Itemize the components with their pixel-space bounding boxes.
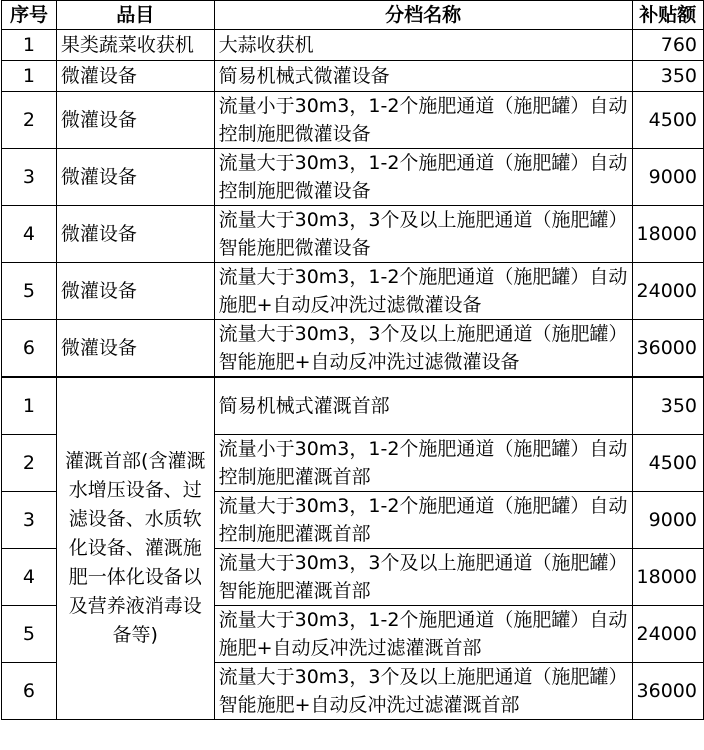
item-cell: 微灌设备 [56, 92, 214, 149]
table-row [2, 30, 704, 61]
amount-cell: 36000 [632, 663, 703, 720]
item-cell: 微灌设备 [56, 206, 214, 263]
seq-cell: 2 [2, 435, 57, 492]
seq-cell: 6 [2, 663, 57, 720]
amount-cell: 18000 [632, 549, 703, 606]
table-row [2, 206, 704, 263]
amount-cell: 760 [632, 30, 703, 61]
amount-cell: 18000 [632, 206, 703, 263]
subsidy-table [1, 0, 704, 720]
header-seq: 序号 [2, 1, 57, 30]
spec-cell: 流量大于30m3，3个及以上施肥通道（施肥罐）智能施肥灌溉首部 [214, 549, 632, 606]
spec-cell: 流量大于30m3，3个及以上施肥通道（施肥罐）智能施肥+自动反冲洗过滤灌溉首部 [214, 663, 632, 720]
spec-cell: 简易机械式微灌设备 [214, 61, 632, 92]
amount-cell: 350 [632, 377, 703, 435]
spec-cell: 大蒜收获机 [214, 30, 632, 61]
header-item: 品目 [56, 1, 214, 30]
seq-cell: 3 [2, 492, 57, 549]
seq-cell: 6 [2, 320, 57, 378]
spec-cell: 流量大于30m3，1-2个施肥通道（施肥罐）自动施肥+自动反冲洗过滤灌溉首部 [214, 606, 632, 663]
item-cell: 微灌设备 [56, 149, 214, 206]
item-cell: 微灌设备 [56, 263, 214, 320]
seq-cell: 3 [2, 149, 57, 206]
header-row [2, 1, 704, 30]
table-row [2, 320, 704, 378]
item-cell: 微灌设备 [56, 61, 214, 92]
amount-cell: 24000 [632, 606, 703, 663]
item-cell: 微灌设备 [56, 320, 214, 378]
merged-item-cell: 灌溉首部(含灌溉水增压设备、过滤设备、水质软化设备、灌溉施肥一体化设备以及营养液消毒设备等) [56, 377, 214, 720]
amount-cell: 36000 [632, 320, 703, 378]
seq-cell: 1 [2, 61, 57, 92]
amount-cell: 9000 [632, 492, 703, 549]
seq-cell: 4 [2, 549, 57, 606]
table-row [2, 92, 704, 149]
amount-cell: 4500 [632, 92, 703, 149]
spec-cell: 流量小于30m3，1-2个施肥通道（施肥罐）自动控制施肥灌溉首部 [214, 435, 632, 492]
table-row [2, 263, 704, 320]
seq-cell: 5 [2, 606, 57, 663]
spec-cell: 流量小于30m3，1-2个施肥通道（施肥罐）自动控制施肥微灌设备 [214, 92, 632, 149]
seq-cell: 1 [2, 30, 57, 61]
spec-cell: 流量大于30m3，3个及以上施肥通道（施肥罐）智能施肥微灌设备 [214, 206, 632, 263]
seq-cell: 4 [2, 206, 57, 263]
amount-cell: 350 [632, 61, 703, 92]
header-spec: 分档名称 [214, 1, 632, 30]
table-row [2, 149, 704, 206]
seq-cell: 5 [2, 263, 57, 320]
table-row [2, 377, 704, 435]
spec-cell: 流量大于30m3，1-2个施肥通道（施肥罐）自动控制施肥灌溉首部 [214, 492, 632, 549]
spec-cell: 流量大于30m3，1-2个施肥通道（施肥罐）自动控制施肥微灌设备 [214, 149, 632, 206]
spec-cell: 流量大于30m3，3个及以上施肥通道（施肥罐）智能施肥+自动反冲洗过滤微灌设备 [214, 320, 632, 378]
amount-cell: 9000 [632, 149, 703, 206]
amount-cell: 4500 [632, 435, 703, 492]
spec-cell: 简易机械式灌溉首部 [214, 377, 632, 435]
item-cell: 果类蔬菜收获机 [56, 30, 214, 61]
seq-cell: 2 [2, 92, 57, 149]
amount-cell: 24000 [632, 263, 703, 320]
table-row [2, 61, 704, 92]
spec-cell: 流量大于30m3，1-2个施肥通道（施肥罐）自动施肥+自动反冲洗过滤微灌设备 [214, 263, 632, 320]
seq-cell: 1 [2, 377, 57, 435]
header-amount: 补贴额 [632, 1, 703, 30]
